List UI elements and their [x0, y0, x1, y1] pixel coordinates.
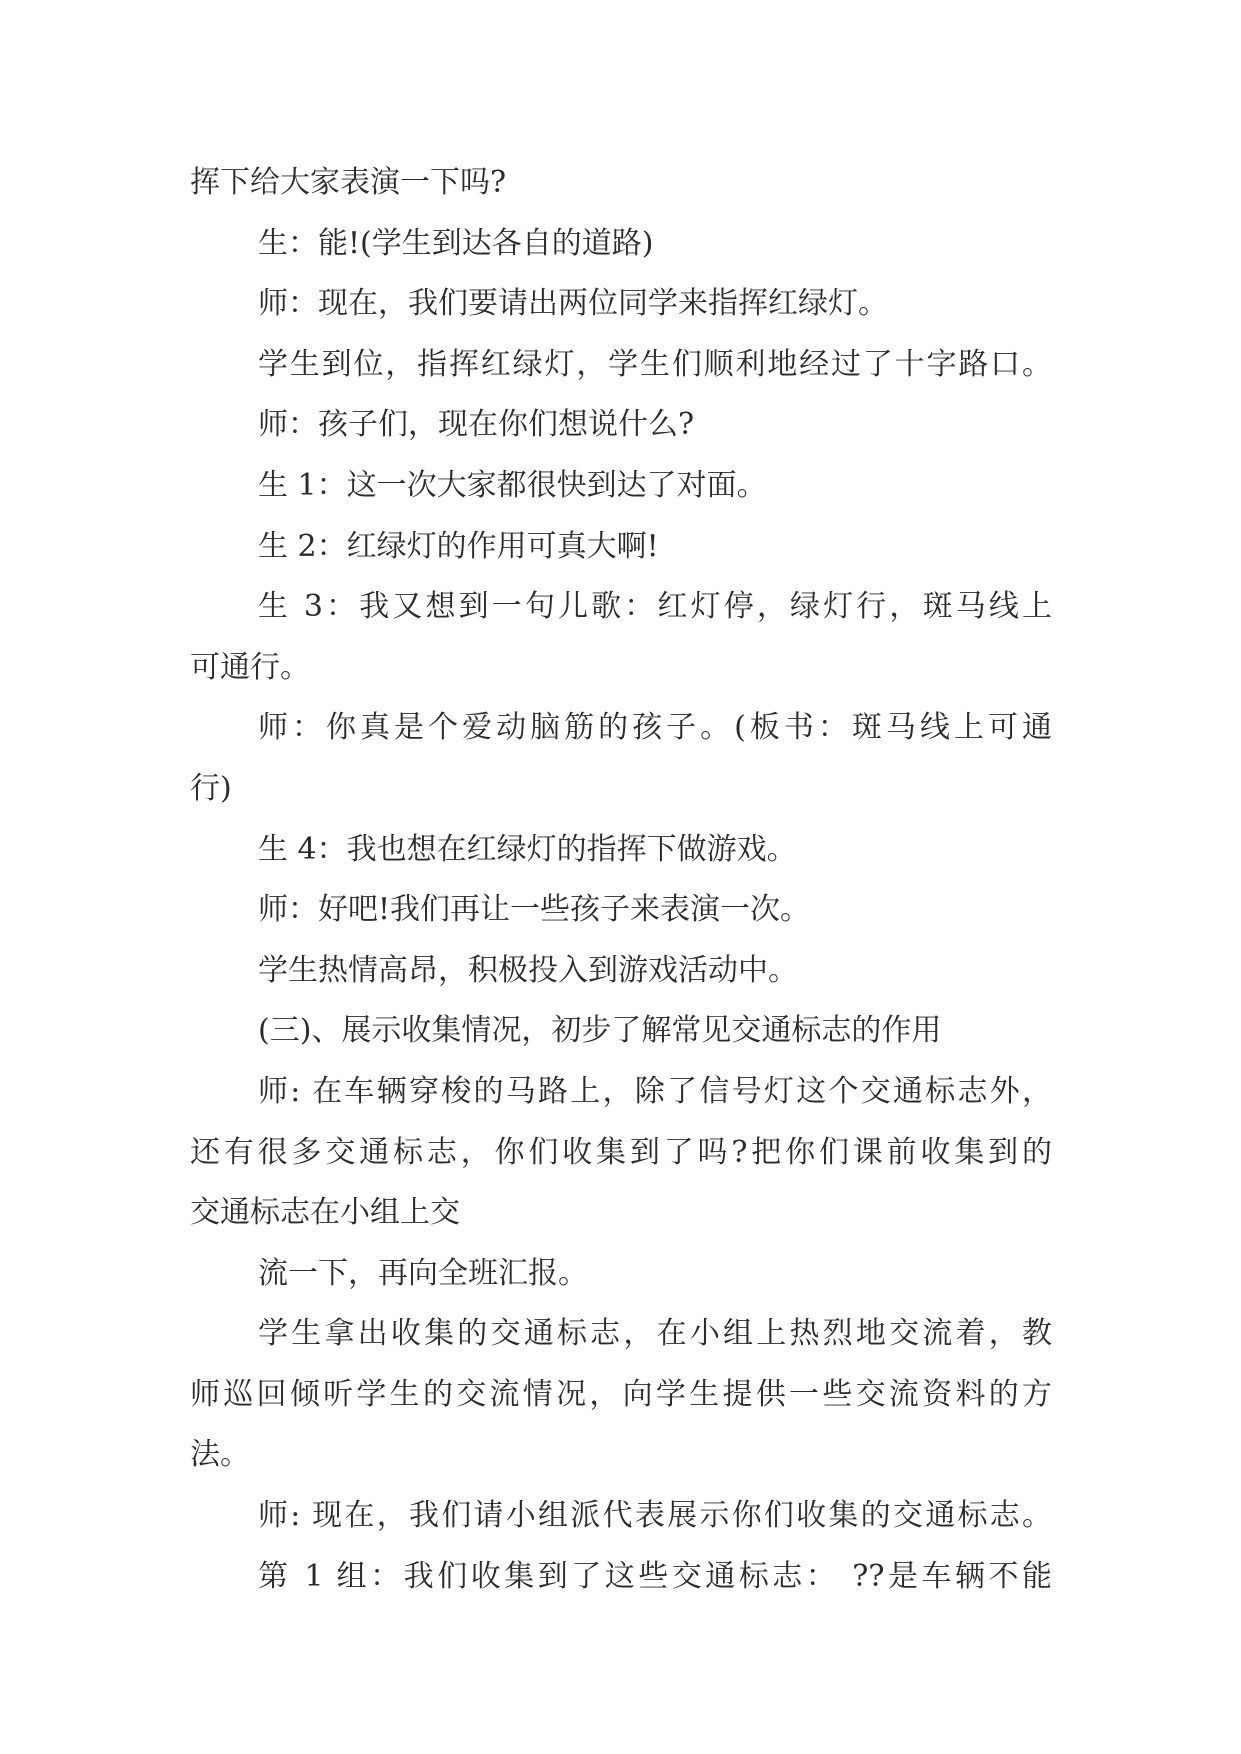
paragraph-line: 学生到位，指挥红绿灯，学生们顺利地经过了十字路口。	[258, 346, 1052, 382]
paragraph-line: 行)	[190, 770, 232, 806]
paragraph-line: 第 1 组：我们收集到了这些交通标志： ??是车辆不能	[258, 1558, 1052, 1594]
paragraph-line: 可通行。	[190, 649, 310, 685]
paragraph-line: 生 1：这一次大家都很快到达了对面。	[258, 467, 767, 503]
paragraph-line: 师：好吧!我们再让一些孩子来表演一次。	[258, 892, 811, 928]
paragraph-line: 师：你真是个爱动脑筋的孩子。(板书：斑马线上可通	[258, 710, 1052, 746]
section-heading: (三)、展示收集情况，初步了解常见交通标志的作用	[258, 1013, 942, 1049]
paragraph-line: 生：能!(学生到达各自的道路)	[258, 225, 654, 261]
paragraph-line: 流一下，再向全班汇报。	[258, 1255, 588, 1291]
document-body	[190, 153, 1052, 1607]
paragraph-line: 生 2：红绿灯的作用可真大啊!	[258, 528, 659, 564]
paragraph-line: 法。	[190, 1437, 250, 1473]
paragraph-line: 交通标志在小组上交	[190, 1195, 460, 1231]
paragraph-line: 师：孩子们，现在你们想说什么?	[258, 407, 695, 443]
paragraph-line: 学生拿出收集的交通标志，在小组上热烈地交流着，教	[258, 1316, 1052, 1352]
paragraph-line: 生 3：我又想到一句儿歌：红灯停，绿灯行，斑马线上	[258, 589, 1052, 625]
paragraph-line: 师: 在车辆穿梭的马路上，除了信号灯这个交通标志外，	[258, 1073, 1052, 1109]
paragraph-line: 师：现在，我们要请出两位同学来指挥红绿灯。	[258, 286, 888, 322]
paragraph-line: 还有很多交通标志，你们收集到了吗?把你们课前收集到的	[190, 1134, 1052, 1170]
paragraph-line: 师: 现在，我们请小组派代表展示你们收集的交通标志。	[258, 1498, 1052, 1534]
paragraph-line: 师巡回倾听学生的交流情况，向学生提供一些交流资料的方	[190, 1376, 1052, 1412]
paragraph-line: 挥下给大家表演一下吗?	[190, 165, 507, 200]
paragraph-line: 学生热情高昂，积极投入到游戏活动中。	[258, 952, 798, 988]
paragraph-line: 生 4：我也想在红绿灯的指挥下做游戏。	[258, 831, 797, 867]
